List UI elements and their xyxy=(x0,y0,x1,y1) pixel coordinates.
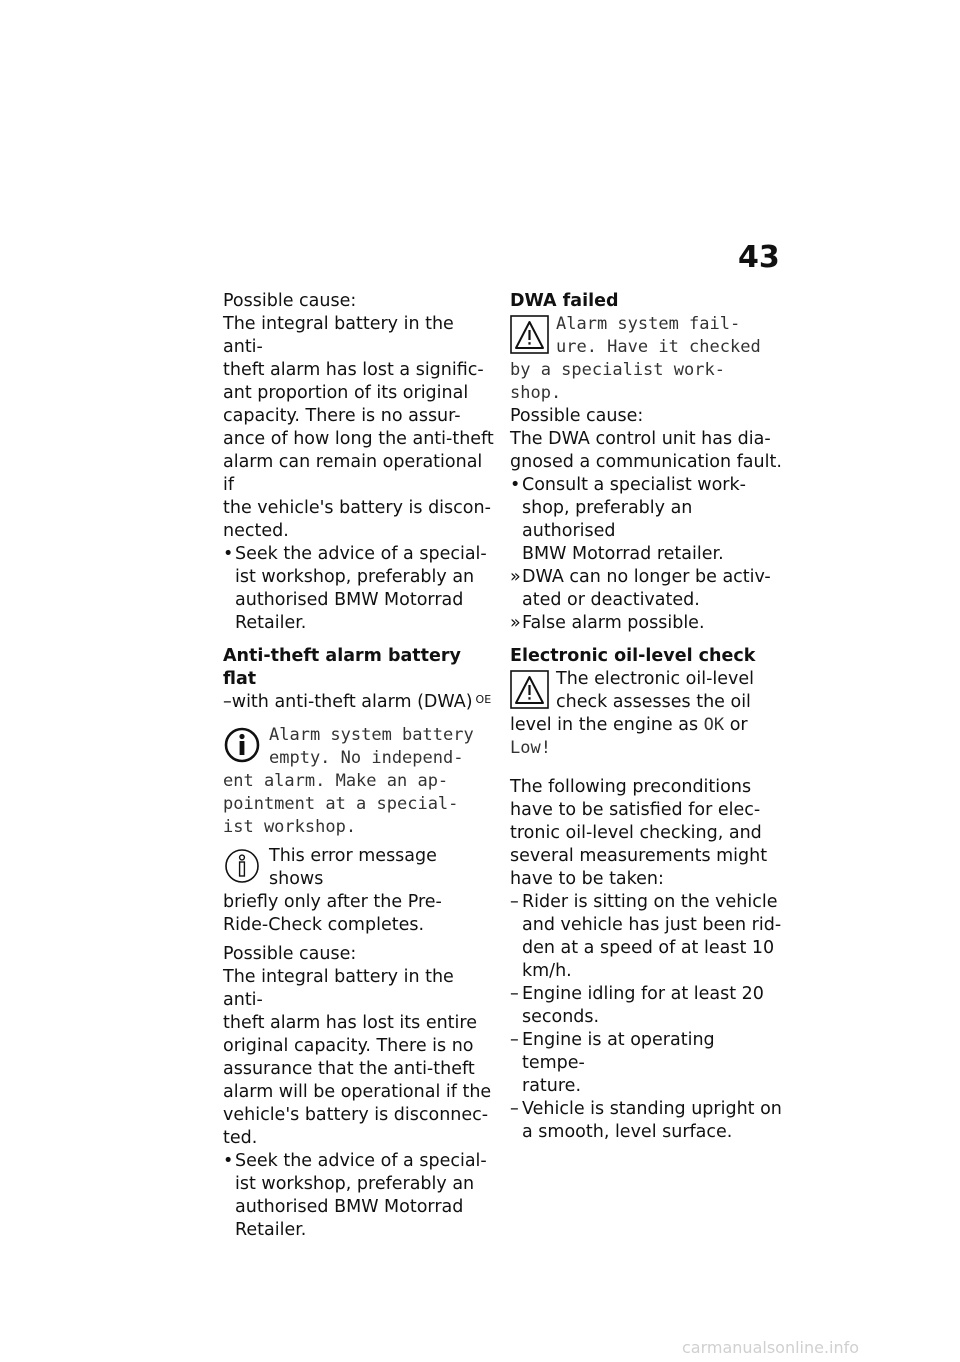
oil-status-low: Low! xyxy=(510,738,551,758)
condition-item: – Rider is sitting on the vehicle and vehicle has just been rid- den at a speed of at least 10 km/h. xyxy=(510,892,782,981)
bullet-mark: • xyxy=(510,475,521,495)
left-column xyxy=(223,290,495,1242)
dash-mark: – xyxy=(510,984,519,1004)
action-bullet: • Seek the advice of a special- ist workshop, preferably an authorised BMW Motorrad Retailer. xyxy=(223,1151,487,1240)
warning-triangle-icon xyxy=(510,670,550,708)
bullet-mark: • xyxy=(223,544,234,564)
condition-item: – Engine is at operating tempe- rature. xyxy=(510,1030,715,1096)
display-message: Alarm system fail- ure. Have it checked by a specialist work- shop. xyxy=(510,314,761,403)
dash-mark: – xyxy=(510,1099,519,1119)
cause-description: The DWA control unit has dia- gnosed a communication fault. xyxy=(510,429,782,472)
result-item: » False alarm possible. xyxy=(510,613,705,633)
possible-cause-label: Possible cause: xyxy=(223,291,357,311)
condition-item: – Engine idling for at least 20 seconds. xyxy=(510,984,764,1027)
condition-item: – Vehicle is standing upright on a smooth, level surface. xyxy=(510,1099,782,1142)
possible-cause-label: Possible cause: xyxy=(510,406,644,426)
page-number: 43 xyxy=(738,240,780,275)
display-message: Alarm system battery empty. No independ- ent alarm. Make an ap- pointment at a special- ist workshop. xyxy=(223,725,474,837)
cause-description: The integral battery in the anti- theft alarm has lost a signific- ant proportion of its original capacity. There is no assur- ance of how long the anti-theft alarm can remain operational if the vehicle's battery is discon- nected. xyxy=(223,314,494,541)
right-column xyxy=(510,290,782,1144)
info-icon xyxy=(223,726,263,764)
oe-superscript: OE xyxy=(475,693,492,706)
section-subtitle: –with anti-theft alarm (DWA) $^{OE}$ xyxy=(223,692,492,712)
dash-mark: – xyxy=(510,892,519,912)
oil-status-ok: OK xyxy=(703,715,725,735)
result-mark: » xyxy=(510,613,521,633)
info-note: This error message shows briefly only after the Pre- Ride-Check completes. xyxy=(223,846,442,935)
section-heading: Electronic oil-level check xyxy=(510,646,756,666)
watermark: carmanualsonline.info xyxy=(682,1338,860,1357)
preconditions-intro: The following preconditions have to be satisfied for elec- tronic oil-level checking, and several measurements might have to be taken: xyxy=(510,777,768,889)
action-bullet: • Consult a specialist work- shop, preferably an authorised BMW Motorrad retailer. xyxy=(510,475,746,564)
result-mark: » xyxy=(510,567,521,587)
result-item: » DWA can no longer be activ- ated or deactivated. xyxy=(510,567,771,610)
action-bullet: • Seek the advice of a special- ist workshop, preferably an authorised BMW Motorrad Retailer. xyxy=(223,544,487,633)
oil-level-intro: The electronic oil-level check assesses the oil level in the engine as OK or Low! xyxy=(510,669,755,758)
info-outline-icon xyxy=(223,847,263,885)
section-heading: DWA failed xyxy=(510,291,619,311)
warning-triangle-icon xyxy=(510,315,550,353)
dash-mark: – xyxy=(510,1030,519,1050)
bullet-mark: • xyxy=(223,1151,234,1171)
possible-cause-label: Possible cause: xyxy=(223,944,357,964)
cause-description: The integral battery in the anti- theft alarm has lost its entire original capacity. There is no assurance that the anti-theft alarm will be operational if the vehicle's battery is disconnec- ted. xyxy=(223,967,492,1148)
section-heading: Anti-theft alarm battery flat xyxy=(223,646,461,689)
